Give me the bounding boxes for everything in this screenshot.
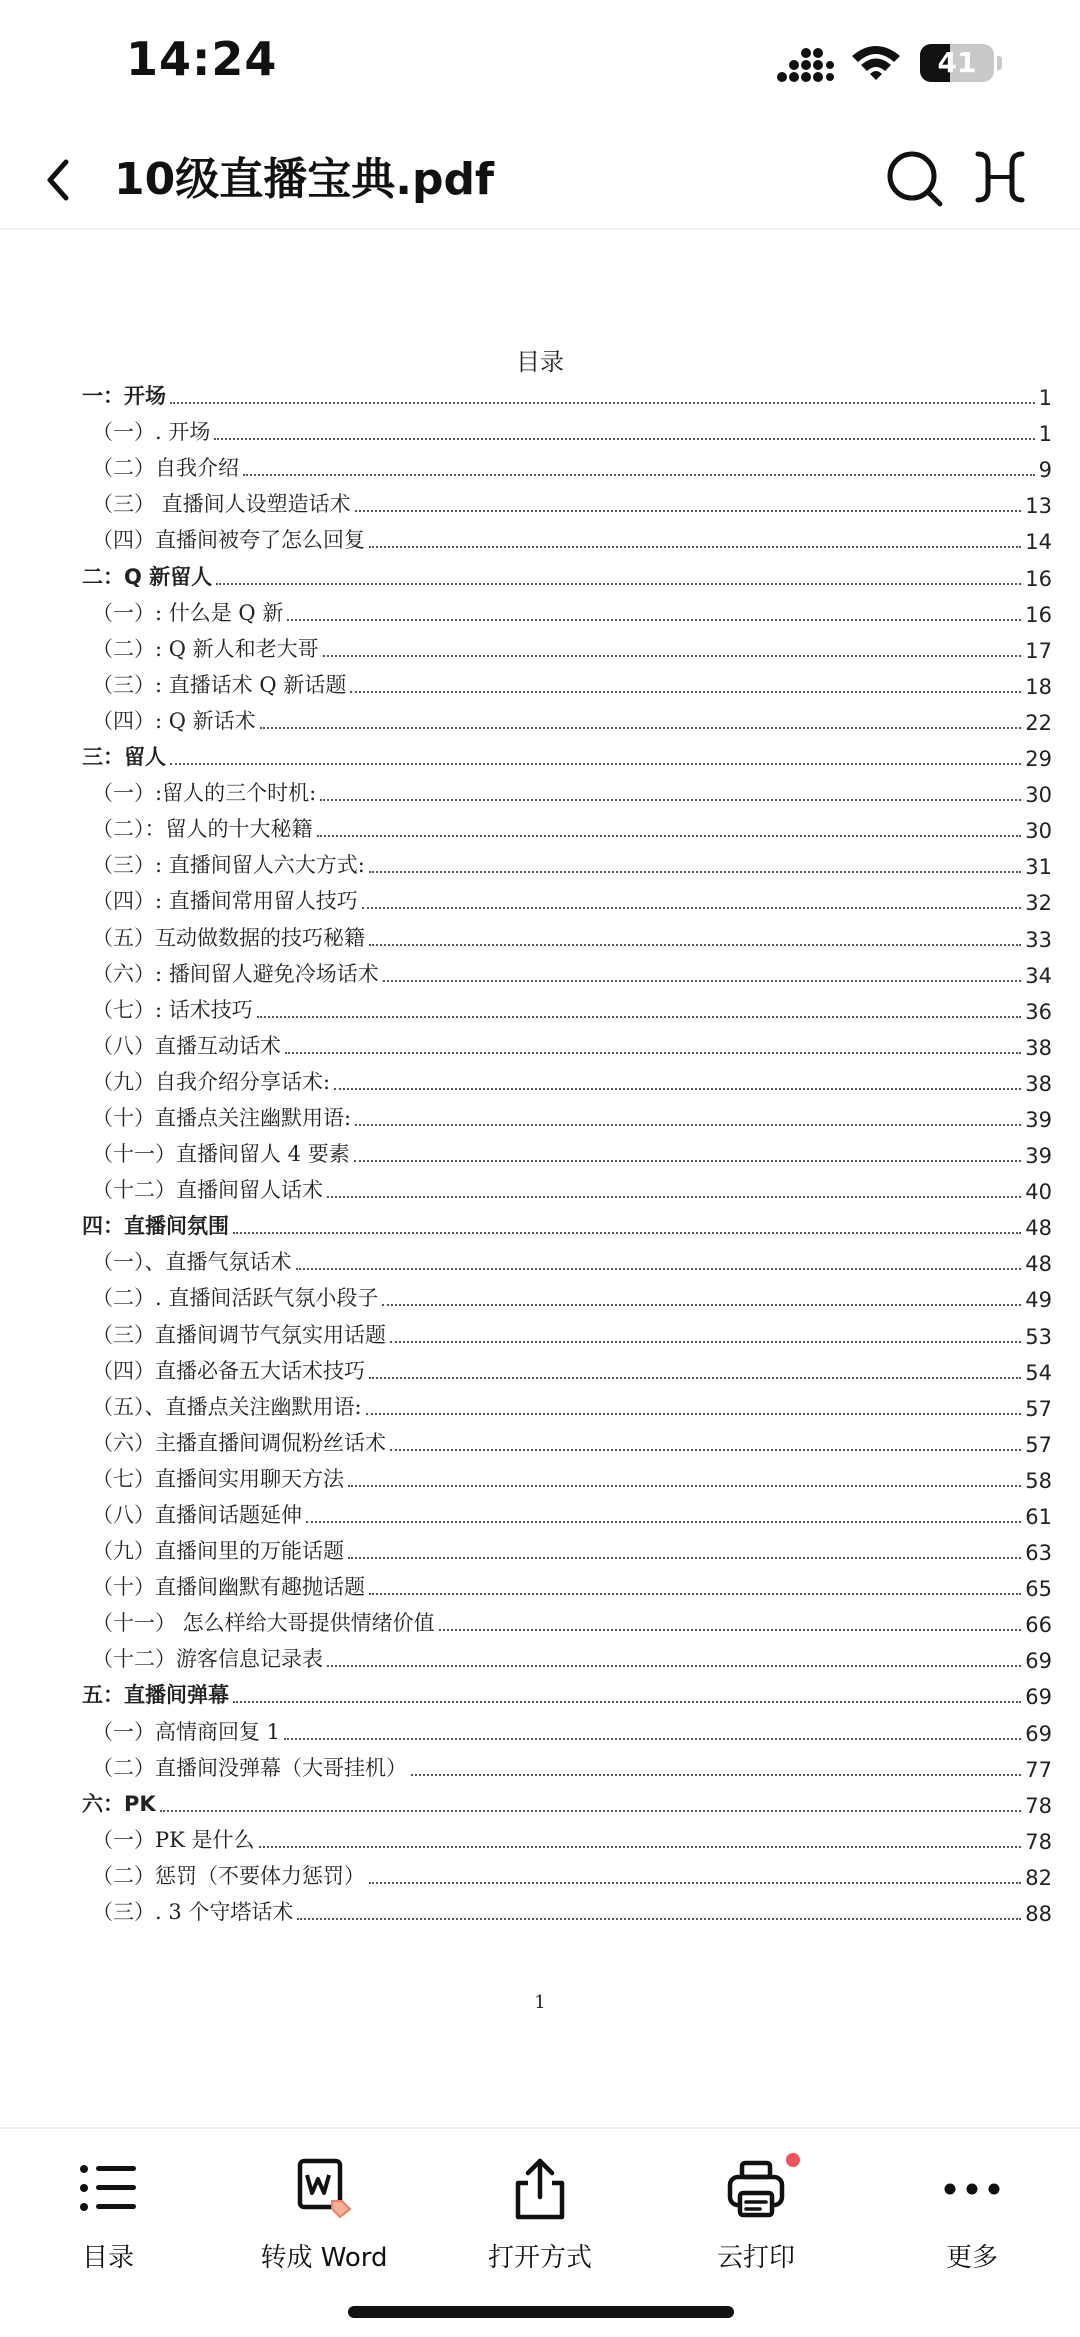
toc-entry-page: 9	[1038, 458, 1052, 483]
toc-entry-page: 38	[1025, 1071, 1052, 1096]
toc-dot-leader	[390, 1449, 1021, 1451]
toc-entry-label: （五）互动做数据的技巧秘籍	[92, 925, 365, 950]
cellular-signal-icon	[776, 44, 834, 84]
toc-dot-leader	[327, 1196, 1021, 1198]
toc-dot-leader	[160, 1810, 1022, 1812]
toc-entry-page: 61	[1025, 1505, 1052, 1529]
toc-subsection-entry[interactable]	[82, 448, 1052, 484]
toc-subsection-entry[interactable]	[82, 629, 1052, 665]
toc-dot-leader	[285, 1052, 1021, 1054]
toc-dot-leader	[354, 1160, 1022, 1162]
toc-dot-leader	[233, 1701, 1021, 1703]
toc-dot-leader	[284, 1738, 1021, 1740]
title-bar	[0, 130, 1080, 230]
toc-entry-label: （四）: Q 新话术	[92, 708, 256, 733]
toc-entry-page: 69	[1025, 1649, 1052, 1674]
toc-dot-leader	[257, 1016, 1022, 1018]
toc-subsection-entry[interactable]	[82, 1748, 1052, 1784]
wifi-icon	[850, 42, 902, 82]
toc-entry-page: 39	[1025, 1107, 1052, 1132]
toc-subsection-entry[interactable]	[82, 1639, 1052, 1675]
toc-entry-label: （九）自我介绍分享话术:	[92, 1069, 331, 1094]
toc-button[interactable]	[18, 2143, 198, 2283]
toc-section-entry[interactable]	[82, 376, 1052, 412]
toc-dot-leader	[355, 1124, 1021, 1126]
toc-dot-leader	[348, 1485, 1021, 1487]
toc-entry-page: 39	[1025, 1144, 1052, 1169]
page-number: 1	[534, 1992, 546, 2013]
toc-entry-page: 48	[1025, 1216, 1052, 1241]
toc-entry-page: 30	[1025, 783, 1052, 808]
toc-entry-label: （十）直播间幽默有趣抛话题	[92, 1575, 365, 1600]
toc-entry-label: 五：直播间弹幕	[82, 1683, 229, 1708]
toc-entry-label: （十一）直播间留人 4 要素	[92, 1142, 350, 1167]
toc-subsection-entry[interactable]	[82, 1856, 1052, 1892]
toc-entry-label: （四）直播间被夸了怎么回复	[92, 528, 365, 553]
toc-entry-label: （一）:留人的三个时机:	[92, 781, 317, 806]
toc-entry-page: 57	[1025, 1432, 1052, 1457]
open-with-label: 打开方式	[487, 2243, 592, 2273]
toc-dot-leader	[369, 546, 1021, 548]
toc-subsection-entry[interactable]	[82, 1026, 1052, 1062]
toc-entry-page: 40	[1025, 1180, 1052, 1205]
toc-subsection-entry[interactable]	[82, 881, 1052, 917]
status-bar	[0, 0, 1080, 130]
toc-subsection-entry[interactable]	[82, 701, 1052, 737]
toc-subsection-entry[interactable]	[82, 990, 1052, 1026]
toc-subsection-entry[interactable]	[82, 1531, 1052, 1567]
toc-dot-leader	[348, 1557, 1021, 1559]
printer-icon	[722, 2155, 790, 2223]
back-arrow-icon[interactable]	[36, 148, 80, 212]
toc-entry-label: （三）: 直播间留人六大方式:	[92, 853, 365, 878]
toc-subsection-entry[interactable]	[82, 1314, 1052, 1350]
toc-subsection-entry[interactable]	[82, 484, 1052, 520]
toc-entry-label: （三）. 3 个守塔话术	[92, 1900, 294, 1925]
toc-entry-page: 13	[1025, 494, 1052, 519]
toc-subsection-entry[interactable]	[82, 1278, 1052, 1314]
toc-entry-label: （十一） 怎么样给大哥提供情绪价值	[92, 1611, 435, 1636]
toc-dot-leader	[297, 1918, 1021, 1920]
toc-entry-label: （二）惩罚（不要体力惩罚）	[92, 1863, 365, 1888]
toc-dot-leader	[296, 1268, 1022, 1270]
pdf-page[interactable]	[0, 232, 1080, 2127]
toc-dot-leader	[369, 1377, 1021, 1379]
toc-section-entry[interactable]	[82, 737, 1052, 773]
toc-subsection-entry[interactable]	[82, 773, 1052, 809]
toc-subsection-entry[interactable]	[82, 1567, 1052, 1603]
toc-subsection-entry[interactable]	[82, 1062, 1052, 1098]
toc-subsection-entry[interactable]	[82, 1170, 1052, 1206]
toc-dot-leader	[170, 402, 1035, 404]
toc-subsection-entry[interactable]	[82, 954, 1052, 990]
toc-dot-leader	[334, 1088, 1021, 1090]
toc-dot-leader	[214, 438, 1034, 440]
toc-entry-label: （一）高情商回复 1	[92, 1719, 281, 1744]
battery-icon	[920, 44, 994, 82]
toc-section-entry[interactable]	[82, 1784, 1052, 1820]
toc-dot-leader	[411, 1774, 1021, 1776]
toc-dot-leader	[306, 1521, 1021, 1523]
toc-entry-page: 82	[1025, 1865, 1052, 1890]
toc-dot-leader	[369, 871, 1021, 873]
list-icon	[74, 2155, 142, 2223]
toc-section-entry[interactable]	[82, 1675, 1052, 1711]
toc-entry-page: 63	[1025, 1541, 1052, 1566]
toc-entry-page: 36	[1025, 999, 1052, 1024]
toc-entry-page: 17	[1025, 638, 1052, 663]
toc-entry-label: （三） 直播间人设塑造话术	[92, 492, 351, 517]
toc-entry-page: 69	[1025, 1685, 1052, 1710]
toc-entry-page: 54	[1025, 1360, 1052, 1385]
toc-dot-leader	[170, 763, 1021, 765]
toc-subsection-entry[interactable]	[82, 1134, 1052, 1170]
document-title: 10级直播宝典.pdf	[114, 154, 495, 205]
toc-entry-label: （二）. 直播间活跃气氛小段子	[92, 1286, 379, 1311]
toc-dot-leader	[317, 835, 1022, 837]
toc-entry-page: 29	[1025, 747, 1052, 772]
more-label: 更多	[945, 2243, 998, 2273]
toc-dot-leader	[216, 583, 1021, 585]
toc-entry-page: 69	[1025, 1721, 1052, 1746]
toc-entry-label: （三）: 直播话术 Q 新话题	[92, 672, 347, 697]
toc-entry-label: （一）PK 是什么	[92, 1827, 255, 1852]
toc-entry-label: （八）直播间话题延伸	[92, 1503, 302, 1527]
toc-entry-page: 57	[1025, 1396, 1052, 1421]
toc-entry-page: 32	[1025, 891, 1052, 916]
search-icon[interactable]	[884, 144, 944, 210]
toc-entry-page: 16	[1025, 602, 1052, 627]
toc-entry-label: 一：开场	[82, 384, 166, 409]
toc-subsection-entry[interactable]	[82, 1423, 1052, 1459]
battery-indicator	[920, 44, 1002, 82]
toc-subsection-entry[interactable]	[82, 412, 1052, 448]
toc-entry-page: 58	[1025, 1468, 1052, 1493]
toc-dot-leader	[369, 1593, 1021, 1595]
toc-subsection-entry[interactable]	[82, 917, 1052, 953]
toc-entry-label: （二）：留人的十大秘籍	[92, 817, 313, 842]
toc-entry-page: 49	[1025, 1288, 1052, 1313]
toc-entry-label: （六）主播直播间调侃粉丝话术	[92, 1430, 386, 1455]
more-dots-icon	[938, 2155, 1006, 2223]
toc-entry-page: 16	[1025, 566, 1052, 591]
word-convert-icon	[290, 2155, 358, 2223]
toc-entry-page: 22	[1025, 710, 1052, 735]
toc-dot-leader	[327, 1665, 1021, 1667]
toc-dot-leader	[390, 1341, 1021, 1343]
toc-entry-label: 四：直播间氛围	[82, 1214, 229, 1239]
toc-dot-leader	[355, 510, 1022, 512]
toc-dot-leader	[260, 727, 1022, 729]
toc-entry-label: （九）直播间里的万能话题	[92, 1539, 344, 1564]
toc-dot-leader	[369, 1882, 1021, 1884]
toc-entry-label: （五）、直播点关注幽默用语:	[92, 1394, 362, 1419]
toc-dot-leader	[383, 980, 1022, 982]
toc-entry-page: 14	[1025, 530, 1052, 555]
toc-entry-page: 31	[1025, 855, 1052, 880]
toc-entry-page: 33	[1025, 927, 1052, 952]
convert-to-word-label: 转成 Word	[260, 2243, 388, 2273]
toc-subsection-entry[interactable]	[82, 1098, 1052, 1134]
toc-entry-page: 30	[1025, 819, 1052, 844]
status-time: 14:24	[126, 32, 278, 86]
cloud-print-button[interactable]	[666, 2143, 846, 2283]
toc-subsection-entry[interactable]	[82, 1459, 1052, 1495]
toc-entry-page: 1	[1038, 386, 1052, 411]
battery-tip	[997, 56, 1002, 70]
toc-entry-page: 77	[1025, 1757, 1052, 1782]
toc-entry-label: （十二）游客信息记录表	[92, 1647, 323, 1672]
toc-entry-label: （二）: Q 新人和老大哥	[92, 636, 319, 661]
toc-button-label: 目录	[81, 2243, 134, 2273]
toc-entry-page: 66	[1025, 1613, 1052, 1638]
toc-subsection-entry[interactable]	[82, 520, 1052, 556]
toc-entry-page: 53	[1025, 1324, 1052, 1349]
toc-dot-leader	[366, 1413, 1022, 1415]
toc-entry-label: 六：PK	[82, 1791, 156, 1816]
toc-entry-label: （二）自我介绍	[92, 456, 239, 481]
toc-entry-label: （四）: 直播间常用留人技巧	[92, 889, 358, 914]
toc-subsection-entry[interactable]	[82, 1351, 1052, 1387]
toc-dot-leader	[369, 944, 1021, 946]
fullscreen-icon[interactable]	[972, 144, 1028, 210]
toc-subsection-entry[interactable]	[82, 809, 1052, 845]
share-icon	[506, 2155, 574, 2223]
home-indicator[interactable]	[348, 2306, 734, 2318]
toc-subsection-entry[interactable]	[82, 1495, 1052, 1531]
toc-subsection-entry[interactable]	[82, 1242, 1052, 1278]
toc-entry-label: （一）. 开场	[92, 420, 211, 445]
toc-subsection-entry[interactable]	[82, 1603, 1052, 1639]
toc-subsection-entry[interactable]	[82, 1892, 1052, 1928]
toc-entry-label: 三：留人	[82, 745, 166, 770]
toc-entry-label: （十二）直播间留人话术	[92, 1178, 323, 1203]
toc-entry-label: （一）: 什么是 Q 新	[92, 600, 284, 625]
toc-subsection-entry[interactable]	[82, 593, 1052, 629]
toc-section-entry[interactable]	[82, 1206, 1052, 1242]
toc-dot-leader	[350, 691, 1021, 693]
toc-entry-label: （二）直播间没弹幕（大哥挂机）	[92, 1755, 407, 1780]
toc-entry-page: 78	[1025, 1829, 1052, 1854]
toc-heading: 目录	[516, 348, 564, 376]
notification-dot	[786, 2153, 800, 2167]
toc-list	[82, 376, 1052, 1928]
toc-entry-label: （四）直播必备五大话术技巧	[92, 1358, 365, 1383]
toc-entry-label: （六）: 播间留人避免冷场话术	[92, 961, 379, 986]
toc-entry-label: （七）: 话术技巧	[92, 997, 253, 1022]
toc-section-entry[interactable]	[82, 556, 1052, 592]
more-button[interactable]	[882, 2143, 1062, 2283]
toc-entry-page: 1	[1038, 422, 1052, 447]
open-with-button[interactable]	[450, 2143, 630, 2283]
toc-entry-page: 48	[1025, 1252, 1052, 1277]
cloud-print-label: 云打印	[716, 2243, 795, 2273]
toc-dot-leader	[259, 1846, 1022, 1848]
toc-entry-page: 18	[1025, 674, 1052, 699]
toc-dot-leader	[233, 1232, 1021, 1234]
toc-subsection-entry[interactable]	[82, 1711, 1052, 1747]
toc-entry-page: 38	[1025, 1035, 1052, 1060]
toc-dot-leader	[243, 474, 1035, 476]
toc-dot-leader	[323, 655, 1022, 657]
toc-dot-leader	[382, 1304, 1021, 1306]
toc-entry-label: （三）直播间调节气氛实用话题	[92, 1322, 386, 1347]
toc-subsection-entry[interactable]	[82, 665, 1052, 701]
toc-dot-leader	[439, 1629, 1022, 1631]
toc-entry-page: 34	[1025, 963, 1052, 988]
toc-dot-leader	[362, 907, 1022, 909]
toc-entry-page: 88	[1025, 1902, 1052, 1927]
toc-entry-label: （一）、直播气氛话术	[92, 1250, 292, 1275]
toc-dot-leader	[287, 619, 1021, 621]
convert-to-word-button[interactable]	[234, 2143, 414, 2283]
toc-entry-label: 二：Q 新留人	[82, 564, 213, 589]
toc-subsection-entry[interactable]	[82, 1820, 1052, 1856]
battery-level: 41	[937, 46, 977, 79]
toc-dot-leader	[320, 799, 1021, 801]
toc-subsection-entry[interactable]	[82, 845, 1052, 881]
toc-entry-page: 65	[1025, 1577, 1052, 1602]
toc-entry-label: （七）直播间实用聊天方法	[92, 1466, 344, 1491]
toc-entry-page: 78	[1025, 1793, 1052, 1818]
toc-entry-label: （十）直播点关注幽默用语:	[92, 1105, 352, 1130]
toc-subsection-entry[interactable]	[82, 1387, 1052, 1423]
toc-entry-label: （八）直播互动话术	[92, 1033, 281, 1058]
